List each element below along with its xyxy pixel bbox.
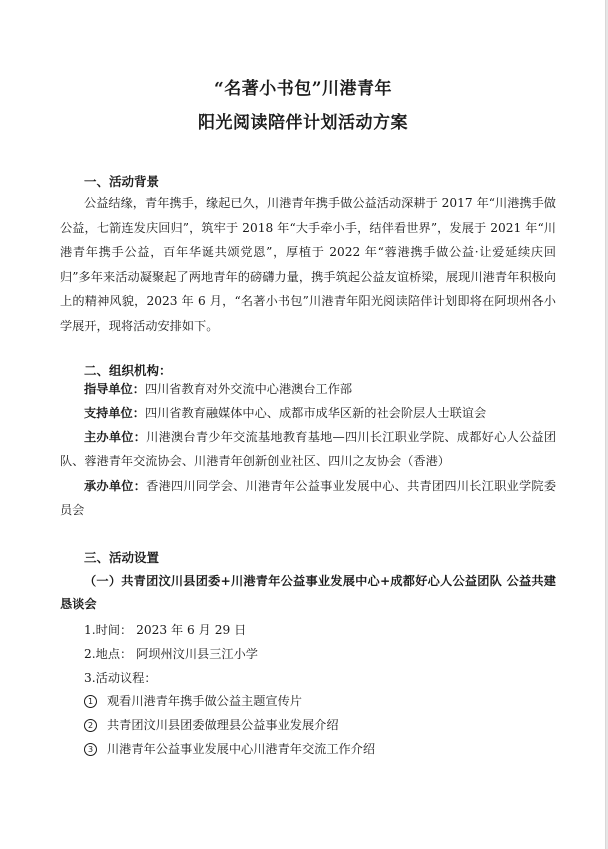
org-label: 指导单位： [84, 382, 145, 396]
circled-number-icon: 1 [84, 695, 97, 708]
agenda-item-text: 观看川港青年携手做公益主题宣传片 [107, 694, 302, 708]
org-value: 香港四川同学会、川港青年公益事业发展中心、共青团四川长江职业学院委员会 [60, 479, 557, 517]
background-paragraph: 公益结缘，青年携手，缘起已久，川港青年携手做公益活动深耕于 2017 年“川港携手做公益，七箭连发庆回归”，筑牢于 2018 年“大手牵小手，结伴看世界”，发展于 2021 年“川港青年携手公益，百年华诞共颂党恩”，厚植于 2022 年“蓉港携手做公益·让爱延续庆回归”多年来活动凝聚起了两地青年的磅礴力量，携手筑起公益友谊桥梁，展现川港青年积极向上的精神风貌，2023 年 6 月，“名著小书包”川港青年阳光阅读陪伴计划即将在阿坝州各小学展开，现将活动安排如下。 [60, 196, 556, 333]
org-value: 川港澳台青少年交流基地教育基地—四川长江职业学院、成都好心人公益团队、蓉港青年交流协会、川港青年创新创业社区、四川之友协会（香港） [60, 430, 557, 468]
org-item-host [60, 426, 556, 473]
section-heading-activities: 三、活动设置 [84, 550, 160, 565]
agenda-item [84, 740, 375, 757]
document-title-line1: “名著小书包”川港青年 [213, 79, 393, 99]
agenda-item [84, 692, 302, 709]
circled-number-icon: 3 [84, 743, 97, 756]
agenda-item-text: 共青团汶川县团委做理县公益事业发展介绍 [107, 718, 339, 732]
org-item-organizer [60, 475, 556, 522]
org-label: 支持单位： [84, 406, 145, 420]
org-label: 主办单位： [84, 430, 147, 444]
org-label: 承办单位： [84, 479, 147, 493]
activity-agenda-label: 3.活动议程： [84, 671, 157, 685]
activity-place: 2.地点： 阿坝州汶川县三江小学 [84, 647, 258, 661]
org-value: 四川省教育对外交流中心港澳台工作部 [144, 382, 353, 396]
section-heading-background: 一、活动背景 [84, 174, 160, 189]
agenda-item [84, 716, 339, 733]
activity-time: 1.时间： 2023 年 6 月 29 日 [84, 623, 247, 637]
org-value: 四川省教育融媒体中心、成都市成华区新的社会阶层人士联谊会 [144, 406, 487, 420]
circled-number-icon: 2 [84, 719, 97, 732]
org-item-guidance [60, 378, 556, 402]
activity-subheading: （一）共青团汶川县团委+川港青年公益事业发展中心+成都好心人公益团队 公益共建恳谈会 [60, 574, 556, 611]
org-item-support [60, 402, 556, 426]
document-title-line2: 阳光阅读陪伴计划活动方案 [198, 113, 408, 133]
section-heading-organization: 二、组织机构： [84, 363, 172, 378]
agenda-item-text: 川港青年公益事业发展中心川港青年交流工作介绍 [107, 742, 376, 756]
